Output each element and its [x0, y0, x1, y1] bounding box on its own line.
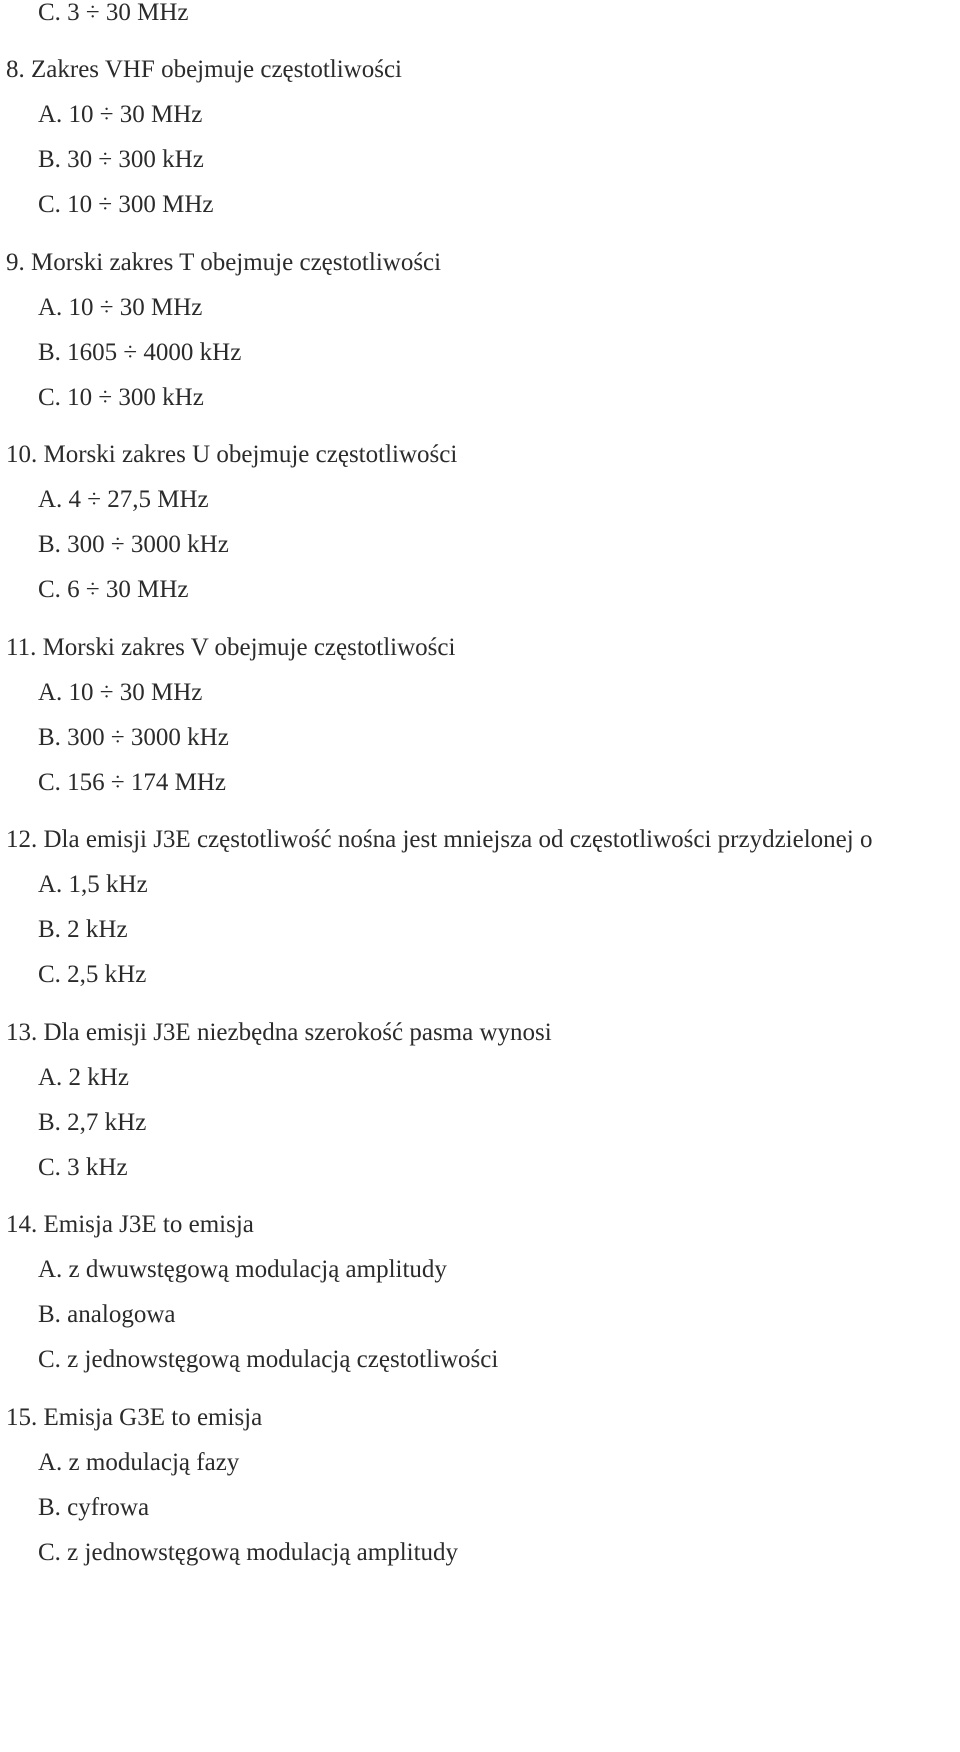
question-12: 12. Dla emisji J3E częstotliwość nośna jest mniejsza od częstotliwości przydzielonej o: [6, 826, 873, 853]
answer-option: B. analogowa: [38, 1301, 176, 1328]
question-13: 13. Dla emisji J3E niezbędna szerokość pasma wynosi: [6, 1019, 552, 1046]
answer-option: C. 10 ÷ 300 MHz: [38, 191, 214, 218]
question-10: 10. Morski zakres U obejmuje częstotliwości: [6, 441, 458, 468]
question-8: 8. Zakres VHF obejmuje częstotliwości: [6, 56, 402, 83]
answer-option: B. 2,7 kHz: [38, 1109, 147, 1136]
question-15: 15. Emisja G3E to emisja: [6, 1404, 263, 1431]
answer-option: A. 10 ÷ 30 MHz: [38, 679, 203, 706]
answer-option: B. 300 ÷ 3000 kHz: [38, 531, 229, 558]
answer-option: C. z jednowstęgową modulacją częstotliwości: [38, 1346, 499, 1373]
answer-option: B. 1605 ÷ 4000 kHz: [38, 339, 242, 366]
answer-option: A. 10 ÷ 30 MHz: [38, 101, 203, 128]
question-14: 14. Emisja J3E to emisja: [6, 1211, 254, 1238]
answer-option: B. cyfrowa: [38, 1494, 150, 1521]
answer-option: C. 3 kHz: [38, 1154, 128, 1181]
answer-option: C. 156 ÷ 174 MHz: [38, 769, 227, 796]
answer-option: B. 300 ÷ 3000 kHz: [38, 724, 229, 751]
answer-option: C. 2,5 kHz: [38, 961, 147, 988]
question-9: 9. Morski zakres T obejmuje częstotliwości: [6, 249, 442, 276]
answer-option: B. 2 kHz: [38, 916, 128, 943]
answer-option: A. z dwuwstęgową modulacją amplitudy: [38, 1256, 447, 1283]
answer-option: A. 2 kHz: [38, 1064, 129, 1091]
answer-option: C. 10 ÷ 300 kHz: [38, 384, 204, 411]
answer-option: C. z jednowstęgową modulacją amplitudy: [38, 1539, 459, 1566]
question-11: 11. Morski zakres V obejmuje częstotliwości: [6, 634, 456, 661]
answer-option: B. 30 ÷ 300 kHz: [38, 146, 204, 173]
answer-option: C. 3 ÷ 30 MHz: [38, 0, 189, 26]
answer-option: A. 1,5 kHz: [38, 871, 148, 898]
answer-option: C. 6 ÷ 30 MHz: [38, 576, 189, 603]
answer-option: A. 10 ÷ 30 MHz: [38, 294, 203, 321]
answer-option: A. z modulacją fazy: [38, 1449, 240, 1476]
answer-option: A. 4 ÷ 27,5 MHz: [38, 486, 209, 513]
